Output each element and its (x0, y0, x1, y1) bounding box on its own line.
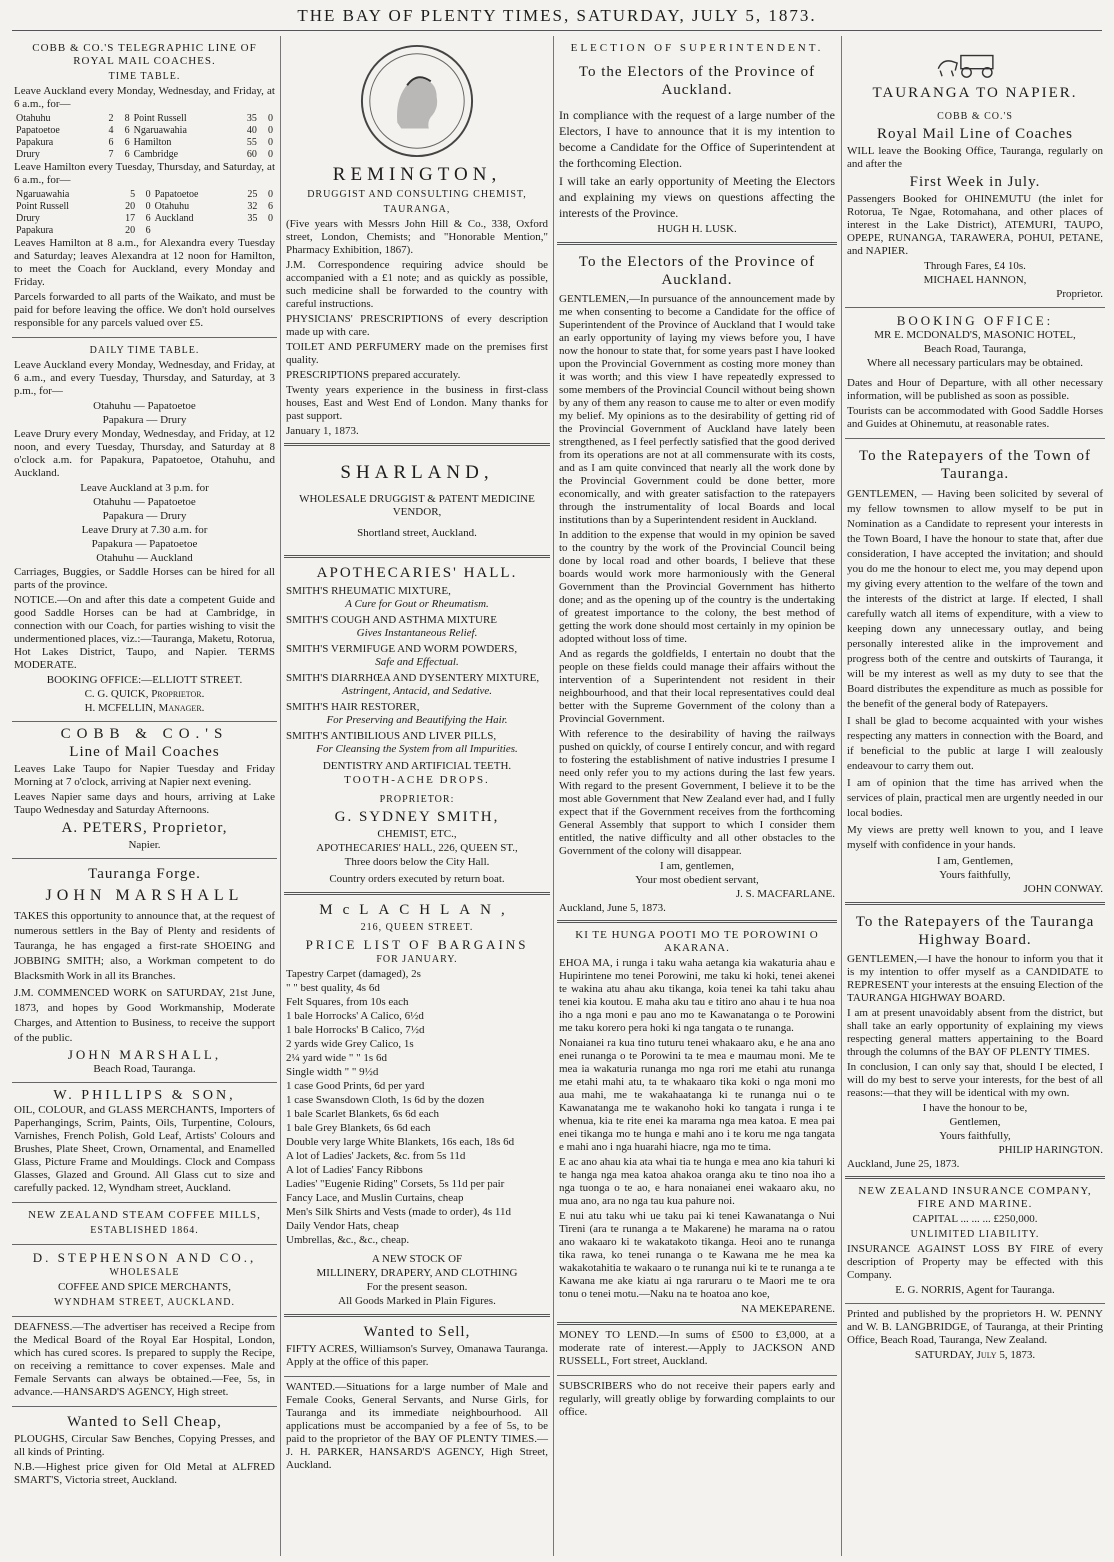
price-item: Umbrellas, &c., &c., cheap. (286, 1234, 410, 1246)
ad-text: J.M. COMMENCED WORK on SATURDAY, 21st June, 1873, and hopes by Good Workmanship, Moderate Charges, and Attention to Business, to receive the support of the public. (14, 987, 275, 1044)
ad-heading: KI TE HUNGA POOTI MO TE POROWINI O AKARANA. (575, 929, 819, 954)
time-table-heading: TIME TABLE. (108, 71, 181, 82)
ad-text: N.B.—Highest price given for Old Metal at ALFRED SMART'S, Victoria street, Auckland. (14, 1461, 275, 1486)
price-item: Single width " " 9½d (286, 1066, 379, 1078)
timetable-cell: Auckland (154, 213, 194, 224)
column-divider (553, 36, 554, 1556)
remedy-title: SMITH'S DIARRHŒA AND DYSENTERY MIXTURE, (286, 672, 540, 684)
price-item: 2¼ yard wide " " 1s 6d (286, 1052, 387, 1064)
signature: PHILIP HARINGTON. (998, 1144, 1103, 1156)
forge-ad (12, 859, 277, 1083)
ad-text: OIL, COLOUR, and GLASS MERCHANTS, Importers of Paperhangings, Scrim, Paints, Oils, Turpentine, Colours, Varnishes, French Polish, Gold Leaf, Artists' Colours and Brushes, Plate Sheet, Crown, Ornamental, and Enamelled Glass, Picture Frame and Mouldings. Clock and Compass Glasses, Glazed and Ground. All Glass cut to size and carefully packed. 12, Wyndham street, Auckland. (14, 1104, 275, 1194)
price-list (286, 968, 548, 1247)
timetable-cell: 20 (125, 225, 136, 236)
ad-text: E ac ano ahau kia ata whai tia te hunga e mea ano kia tahuri ki te hanga nga mea katoa ahakoa oranga aku te tino noa iho a nga tuonga o te ao, e hara nonaianei enei wakaaro aku, no mua ano, ara no nga tau kua pahure noi. (559, 1156, 835, 1207)
ad-subheading: TOOTH-ACHE DROPS. (344, 774, 490, 786)
signature: C. G. QUICK, Proprietor. (84, 688, 205, 700)
timetable-cell: 25 (247, 189, 258, 200)
price-item: Tapestry Carpet (damaged), 2s (286, 968, 421, 980)
timetable-cell: Cambridge (133, 149, 179, 160)
price-item: Double very large White Blankets, 16s each, 18s 6d (286, 1136, 515, 1148)
capital: CAPITAL ... ... ... £250,000. (912, 1213, 1038, 1225)
ad-text: Nonaianei ra kua tino tuturu tenei whakaaro aku, e he ana ano enei runanga o te Porowini ta te mea e maumau moni. Me te mea ia wakaturia runanga mo nga rori me etahi atu runanga me etahi mahi atu, ta te whakaaro tika koki o nga moni mo aua mahi, me te wakahaatanga ki te runanga nui o te Kawanatanga me te wakanoho hoki ko tangata i runga i te whenua, kia te rite enei ka marama nga mea katoa. E mea pai enei tikanga mo te hunga e mahi ano i te koru me nga tangata e mahi ano i nga huarahi hiacre, nga mo te tima. (559, 1037, 835, 1153)
place: TAURANGA, (383, 204, 451, 215)
proprietor-name: G. SYDNEY SMITH, (334, 809, 500, 825)
timetable-cell: 6 (124, 137, 130, 148)
ad-text: Dates and Hour of Departure, with all other necessary information, will be published as soon as possible. (847, 377, 1103, 402)
liability: UNLIMITED LIABILITY. (910, 1229, 1040, 1240)
timetable-row (14, 125, 275, 137)
top-rule (12, 30, 1102, 31)
ad-text: My views are pretty well known to you, and I leave myself with confidence in your hands. (847, 824, 1103, 851)
remedy-list (286, 585, 548, 756)
maori-notice (557, 923, 837, 1325)
ad-text: For the present season. (366, 1281, 468, 1293)
money-ad (557, 1325, 837, 1376)
phillips-ad (12, 1083, 277, 1203)
masthead: THE BAY OF PLENTY TIMES, SATURDAY, JULY 5, 1873. (297, 6, 817, 25)
ad-text: Leave Hamilton every Tuesday, Thursday, and Saturday, at 6 a.m., for— (14, 161, 275, 186)
remedy-description: For Preserving and Beautifying the Hair. (326, 714, 508, 726)
timetable-row (14, 137, 275, 149)
ad-heading: COBB & CO.'S (60, 726, 229, 742)
ad-text: Leave Auckland every Monday, Wednesday, and Friday, at 6 a.m., for— (14, 85, 275, 110)
ad-text: Leave Drury at 7.30 a.m. for (81, 524, 208, 536)
address: 216, QUEEN STREET. (360, 922, 474, 933)
ad-text: INSURANCE AGAINST LOSS BY FIRE of every description of Property may be effected with this Company. (847, 1243, 1103, 1281)
ad-heading: NEW ZEALAND STEAM COFFEE MILLS, (28, 1209, 261, 1221)
coffee-ad (12, 1203, 277, 1245)
stop-list (14, 538, 275, 565)
signature: JOHN CONWAY. (1023, 883, 1103, 895)
timetable-row (14, 213, 275, 225)
ad-text: J.M. Correspondence requiring advice should be accompanied with a £1 note; and as quickly as possible, such medicine shall be forwarded to the country with careful instructions. (286, 259, 548, 310)
timetable-cell: 5 (130, 189, 136, 200)
timetable-cell: Otahuhu (16, 113, 51, 124)
ad-subheading: MILLINERY, DRAPERY, AND CLOTHING (316, 1267, 518, 1279)
price-item: 1 case Good Prints, 6d per yard (286, 1080, 425, 1092)
ad-text: PHYSICIANS' PRESCRIPTIONS of every description made up with care. (286, 313, 548, 338)
wanted-cheap-ad (12, 1407, 277, 1494)
timetable-cell: Papakura (16, 137, 54, 148)
signature: JOHN MARSHALL, (67, 1047, 222, 1062)
ad-text: TAKES this opportunity to announce that, at the request of numerous settlers in the Bay of Plenty and residents of Tauranga, he has engaged a first-rate SHOEING and JOBBING SMITH; also, a Workman competent to do Blacksmith Work in all its Branches. (14, 910, 275, 982)
remedy-description: Gives Instantaneous Relief. (356, 627, 478, 639)
subscribers-notice (557, 1376, 837, 1426)
timetable-cell: 0 (268, 213, 273, 224)
date: Auckland, June 5, 1873. (559, 902, 666, 914)
timetable-cell: 2 (108, 113, 114, 124)
ad-heading: TAURANGA TO NAPIER. (872, 85, 1078, 101)
sharland-ad (284, 446, 550, 558)
proprietor-title: CHEMIST, ETC., (377, 828, 457, 840)
timetable-cell: Papatoetoe (16, 125, 60, 136)
closing: Yours faithfully, (939, 869, 1011, 881)
timetable-cell (235, 225, 259, 237)
timetable-row (14, 189, 275, 201)
timetable-cell: 6 (145, 213, 151, 224)
stop-line: Papakura — Papatoetoe (91, 538, 198, 550)
ad-title: To the Electors of the Province of Auckland. (578, 64, 816, 98)
timetable-cell: Point Russell (133, 113, 187, 124)
price-item: Ladies' "Eugenie Riding" Corsets, 5s 11d per pair (286, 1178, 505, 1190)
ad-subheading: Line of Mail Coaches (69, 744, 220, 760)
ad-text: WILL leave the Booking Office, Tauranga, regularly on and after the (847, 145, 1103, 170)
ad-title: To the Ratepayers of the Tauranga Highway Board. (855, 914, 1095, 948)
imprint-text: Printed and published by the proprietors H. W. PENNY and W. B. LANGBRIDGE, of Tauranga, at their Printing Office, Beach Road, Tauranga, New Zealand. (847, 1308, 1103, 1346)
ad-subheading: DENTISTRY AND ARTIFICIAL TEETH. (322, 760, 512, 772)
ad-text: Country orders executed by return boat. (329, 873, 505, 885)
ad-text: GENTLEMEN, — Having been solicited by several of my fellow townsmen to allow myself to be put in Nomination as a Candidate to represent your interests in the Town Board, I have the honour to state that, after due consideration, I have accepted the invitation; and should you do me the honour to elect me, you may depend upon my giving every attention to the welfare of the town and the interests of the district at large. If elected, I shall carefully watch all items of expenditure, with a view to keeping down any unnecessary outlay, and being personally interested alike in the improvement and progress both of the centre and outskirts of Tauranga, it will be my interest as well as my duty to see that the Board distributes the expenditure as much as possible for the benefit of the general body of Ratepayers. (847, 488, 1103, 710)
ad-text: Leave Auckland every Monday, Wednesday, and Friday, at 6 a.m., and every Tuesday, Thursday, and Saturday, at 3 p.m., for— (14, 359, 275, 397)
column-divider (841, 36, 842, 1556)
ad-text: Where all necessary particulars may be obtained. (867, 357, 1083, 369)
ad-heading: Wanted to Sell Cheap, (67, 1414, 222, 1430)
harington-ad (845, 905, 1105, 1179)
stephenson-ad (12, 1245, 277, 1317)
ad-heading: SHARLAND, (340, 462, 494, 483)
ad-text: I am at present unavoidably absent from the district, but shall take an early opportunity of explaining my views respecting general matters appertaining to the Board through the columns of the BAY OF PLENTY TIMES. (847, 1007, 1103, 1058)
ad-subheading: WHOLESALE (109, 1267, 180, 1278)
remedy-title: SMITH'S RHEUMATIC MIXTURE, (286, 585, 451, 597)
timetable-cell: 0 (268, 189, 273, 200)
ad-text: In conclusion, I can only say that, should I be elected, I will do my best to serve your interests, for the best of all reasons:—that they will be identical with my own. (847, 1061, 1103, 1099)
ad-text: Leave Auckland at 3 p.m. for (80, 482, 209, 494)
remedy-title: SMITH'S COUGH AND ASTHMA MIXTURE (286, 614, 498, 626)
ad-subheading: Royal Mail Line of Coaches (877, 126, 1073, 142)
ad-title: To the Electors of the Province of Auckland. (578, 254, 816, 288)
ad-text: E nui atu taku whi ue taku pai ki tenei Kawanatanga o Nui Tireni (ara te runanga a te Makarene) he marama na o ratou ano wakaaro ki te wakatakoto tikanga. Heoi ano te runanga tika rawa, ko tenei runanga o te Kawana me he mea ka wakakotahitia te wakaaro o te runanga nui ki te te runanga a te Kawana me ake kiatu ai nga raruraru o te Maori me te ora tonu o tenei motu.—Naku na te hoatoa ano koe, (559, 1210, 835, 1300)
wanted-servants-ad (284, 1377, 550, 1479)
timetable-cell: 0 (268, 149, 273, 160)
ad-text: Leave Drury every Monday, Wednesday, and Friday, at 12 noon, and every Tuesday, Thursday, and Saturday at 8 o'clock a.m. for Papakura, Papatoetoe, Otahuhu, and Auckland. (14, 428, 275, 479)
column-3 (557, 36, 837, 1556)
closing: Gentlemen, (949, 1116, 1001, 1128)
ad-subheading: ESTABLISHED 1864. (90, 1225, 199, 1236)
coach-icon (932, 48, 1018, 80)
price-item: Felt Squares, from 10s each (286, 996, 409, 1008)
booking-office-ad (845, 308, 1105, 439)
lusk-ad (557, 36, 837, 245)
timetable-row (14, 225, 275, 237)
timetable-cell (259, 225, 275, 237)
remedy-description: Astringent, Antacid, and Sedative. (341, 685, 493, 697)
price-item: 1 bale Grey Blankets, 6s 6d each (286, 1122, 431, 1134)
date: Auckland, June 25, 1873. (847, 1158, 960, 1170)
ad-text: Twenty years experience in the business in first-class houses, East and West End of London. Many thanks for past support. (286, 384, 548, 422)
ad-text: Tourists can be accommodated with Good Saddle Horses and Guides at Ohinemutu, at reasonable rates. (847, 405, 1103, 430)
ad-text: EHOA MA, i runga i taku waha aetanga kia wakaturia ahau e Hupirintene mo tenei Porowini, me taku ki hoki, tenei akenei te wakina atu ahau aku tikanga, koia tenei ka tahi taku ahau tenei kia koutou. E maha aku tau e titiro ano ahau i te hua noa iho a nga moni e pau ano mo te Kawanatanga o te Porowini me taku korero pera hoki ki nga tangata o te runanga. (559, 957, 835, 1034)
price-item: 1 bale Horrocks' B Calico, 7½d (286, 1024, 425, 1036)
proprietor: Proprietor. (1056, 288, 1103, 300)
ad-text: GENTLEMEN,—In pursuance of the announcement made by me when consenting to become a Candidate for the office of Superintendent of the Province of Auckland that I would take an early opportunity of laying my views before you, I have now the honour to state that, for some years past I have looked upon the Provincial Government as costing more money than it was worth; and this view I have repeatedly expressed to some members of the Provincial Council without being shown by any of them any reason to cause me to alter or even modify my belief. My opinions as to the desirability of getting rid of the Provincial Government of Auckland have lately been strengthened, as I feel perfectly satisfied that the good derived from its operations are not at all commensurate with its costs, and as I am quite convinced that nearly all the work done by the Provincial Government could be done better, more economically, and with greater satisfaction to the ratepayers through the instrumentality of local Boards and local institutions than by a Superintendent resident in Auckland. (559, 293, 835, 526)
ad-name: JOHN MARSHALL (45, 887, 244, 904)
remedy-description: A Cure for Gout or Rheumatism. (345, 598, 489, 610)
napier-coach-ad (845, 36, 1105, 308)
price-item: A lot of Ladies' Fancy Ribbons (286, 1164, 423, 1176)
address: Beach Road, Tauranga. (93, 1063, 196, 1075)
ad-text: All Goods Marked in Plain Figures. (338, 1295, 496, 1307)
signature: NA MEKEPARENE. (741, 1303, 835, 1315)
timetable-cell: 8 (124, 113, 130, 124)
notice-text: NOTICE.—On and after this date a competent Guide and good Saddle Horses can be had at Cambridge, in connection with our Coach, for parties wishing to visit the undermentioned places, viz.:—Tauranga, Maketu, Rotorua, Hot Lakes District, Taupo, and Napier. TERMS MODERATE. (14, 594, 276, 671)
timetable-cell: 0 (268, 137, 273, 148)
signature: MICHAEL HANNON, (923, 274, 1027, 286)
ad-text: MONEY TO LEND.—In sums of £500 to £3,000, at a moderate rate of interest.—Apply to JACKSON AND RUSSELL, Fort street, Auckland. (559, 1329, 835, 1367)
ad-subheading: First Week in July. (909, 174, 1041, 190)
timetable-cell: 17 (125, 213, 136, 224)
ad-text: Leaves Hamilton at 8 a.m., for Alexandra every Tuesday and Saturday; leaves Alexandra at 12 noon for Hamilton, to meet the Coach for Auckland, every Monday and Friday. (14, 237, 275, 288)
ad-subheading: COFFEE AND SPICE MERCHANTS, (58, 1281, 231, 1293)
address: Shortland street, Auckland. (357, 527, 477, 539)
remedy-title: SMITH'S ANTIBILIOUS AND LIVER PILLS, (286, 730, 497, 742)
signature: A. PETERS, Proprietor, (61, 820, 228, 836)
timetable-cell: 35 (247, 213, 258, 224)
closing: Your most obedient servant, (635, 874, 759, 886)
timetable-cell: 0 (145, 189, 151, 200)
apothecaries-ad (284, 558, 550, 895)
ad-text: Passengers Booked for OHINEMUTU (the inlet for Rotorua, Te Ngae, Rotomahana, and other places of interest in the Lake District), ATEMURI, TAUPO, OPEPE, RUNANGA, TARAWERA, POHUI, PETANE, and NAPIER. (847, 193, 1103, 257)
ad-text: Leaves Lake Taupo for Napier Tuesday and Friday Morning at 7 o'clock, arriving at Napier next evening. (14, 763, 275, 788)
price-item: Daily Vendor Hats, cheap (286, 1220, 399, 1232)
stop-line: Papakura — Drury (102, 510, 187, 522)
timetable-cell: 6 (124, 149, 130, 160)
timetable-cell: 35 (246, 113, 257, 124)
ad-heading: APOTHECARIES' HALL. (316, 565, 518, 581)
ad-heading: McLACHLAN, (319, 902, 515, 918)
timetable-cell: Hamilton (133, 137, 172, 148)
ad-text: Parcels forwarded to all parts of the Waikato, and must be paid for before leaving the office. We don't hold ourselves responsible for any parcels valued over £5. (14, 291, 275, 329)
timetable-cell: Drury (16, 149, 40, 160)
signature: E. G. NORRIS, Agent for Tauranga. (895, 1284, 1055, 1296)
timetable-cell: 55 (246, 137, 257, 148)
wanted-sell-ad (284, 1317, 550, 1377)
timetable-cell: Otahuhu (154, 201, 190, 212)
ad-subheading: COBB & CO.'S (937, 111, 1013, 122)
ad-subheading: A NEW STOCK OF (371, 1253, 463, 1265)
ad-text: In compliance with the request of a large number of the Electors, I have to announce that it is my intention to become a Candidate for the Office of Superintendent at the forthcoming Election. (559, 108, 835, 170)
cobb-timetable-ad (12, 36, 277, 338)
ad-text: Beach Road, Tauranga, (923, 343, 1027, 355)
timetable-2 (14, 189, 275, 237)
column-1 (12, 36, 277, 1556)
ad-text: DEAFNESS.—The advertiser has received a Recipe from the Medical Board of the Royal Ear Hospital, London, which has cured scores. Is prepared to supply the Recipe, on receiving a remittance to cover expenses. Male and Female Servants can always be obtained.—Fee, 5s, in advance.—HANSARD'S AGENCY, High street. (14, 1321, 275, 1398)
ad-heading: NEW ZEALAND INSURANCE COMPANY, FIRE AND MARINE. (858, 1185, 1092, 1210)
ad-text: PRESCRIPTIONS prepared accurately. (286, 369, 461, 381)
ad-subheading: WHOLESALE DRUGGIST & PATENT MEDICINE VENDOR, (299, 493, 535, 518)
closing: I am, gentlemen, (660, 860, 734, 872)
ad-text: SUBSCRIBERS who do not receive their papers early and regularly, will greatly oblige by forwarding complaints to our office. (559, 1380, 835, 1418)
timetable-row (14, 149, 275, 161)
timetable-cell: Papakura (16, 225, 54, 236)
deafness-ad (12, 1317, 277, 1407)
timetable-cell: 6 (145, 225, 151, 236)
timetable-cell: 40 (246, 125, 257, 136)
timetable-row (14, 113, 275, 125)
ad-subheading: DRUGGIST AND CONSULTING CHEMIST, (307, 189, 527, 200)
imprint (845, 1304, 1105, 1368)
ad-subheading: PRICE LIST OF BARGAINS (305, 937, 529, 952)
timetable-cell: Papatoetoe (154, 189, 199, 200)
address: Three doors below the City Hall. (344, 856, 490, 868)
ad-text: Carriages, Buggies, or Saddle Horses can be hired for all parts of the province. (14, 566, 275, 591)
ad-heading: W. PHILLIPS & SON, (53, 1088, 236, 1103)
timetable-1 (14, 113, 275, 161)
place: Napier. (128, 839, 161, 851)
ad-title: To the Ratepayers of the Town of Tauranga. (858, 448, 1092, 482)
timetable-cell: 60 (246, 149, 257, 160)
closing: I am, Gentlemen, (936, 855, 1014, 867)
ad-heading: Wanted to Sell, (363, 1324, 471, 1340)
ad-text: (Five years with Messrs John Hill & Co., 338, Oxford street, London, Chemists; and "Honorable Mention," Pharmacy Exhibition, 1867). (286, 218, 548, 256)
stop-list (14, 496, 275, 523)
column-2 (284, 36, 550, 1556)
ad-text: WANTED.—Situations for a large number of Male and Female Cooks, General Servants, and Nurse Girls, for Tauranga and its immediate neighbourhood. All applications must be accompanied by a fee of 5s, to be paid to the proprietor of the BAY OF PLENTY TIMES.—J. H. PARKER, HANSARD'S AGENCY, High Street, Auckland. (286, 1381, 548, 1471)
remedy-title: SMITH'S VERMIFUGE AND WORM POWDERS, (286, 643, 518, 655)
ad-subheading: FOR JANUARY. (376, 954, 458, 965)
ad-heading: D. STEPHENSON AND CO., (32, 1250, 257, 1265)
timetable-cell: 4 (108, 125, 114, 136)
ad-heading: Tauranga Forge. (88, 866, 201, 882)
ad-text: Leaves Napier same days and hours, arriving at Lake Taupo Wednesday and Saturday Afternoons. (14, 791, 275, 816)
ad-text: I shall be glad to become acquainted with your wishes respecting any matters in connection with the Board, and if beneficial to the public at large I will zealously endeavour to carry them out. (847, 715, 1103, 772)
price-item: 1 bale Horrocks' A Calico, 6½d (286, 1010, 424, 1022)
timetable-cell: Ngaruawahia (133, 125, 187, 136)
signature: J. S. MACFARLANE. (735, 888, 835, 900)
price-item: 1 bale Scarlet Blankets, 6s 6d each (286, 1108, 440, 1120)
stop-list (14, 400, 275, 427)
price-item: Fancy Lace, and Muslin Curtains, cheap (286, 1192, 464, 1204)
macfarlane-ad (557, 245, 837, 923)
timetable-row (14, 201, 275, 213)
booking-office: BOOKING OFFICE:—ELLIOTT STREET. (46, 674, 243, 686)
ad-text: With reference to the desirability of having the railways pushed on quickly, of course I entirely concur, and with regard to fostering the establishment of native industries I presume I need only refer you to my actions during the last few years. With regard to the present Government, I believe it to be the most able Government that New Zealand ever had, and I fully expect that if the Government receives from the forthcoming General Assembly that support to which I consider them entitled, the native difficulty and all other obstacles to the Government of the colony will disappear. (559, 728, 835, 857)
signature: HUGH H. LUSK. (657, 223, 737, 235)
price-item: A lot of Ladies' Jackets, &c. from 5s 11d (286, 1150, 466, 1162)
timetable-cell: 6 (124, 125, 130, 136)
medal-illustration (358, 42, 476, 160)
daily-timetable-ad (12, 338, 277, 722)
remington-ad (284, 36, 550, 446)
stop-line: Papakura — Drury (102, 414, 187, 426)
fares: Through Fares, £4 10s. (924, 260, 1026, 272)
timetable-cell: 0 (268, 125, 273, 136)
ad-text: And as regards the goldfields, I entertain no doubt that the people on these fields could manage their affairs without the intervention of a Superintendent not resident in their neighbourhood, and that their local representatives could deal better with the Supreme Government of the colony than a Provincial Government. (559, 648, 835, 725)
ad-text: I will take an early opportunity of Meeting the Electors and explaining my views on questions affecting the interests of the Province. (559, 174, 835, 220)
ad-heading: REMINGTON, (332, 164, 502, 185)
stop-line: Otahuhu — Auckland (96, 552, 193, 564)
insurance-ad (845, 1179, 1105, 1304)
timetable-cell: 6 (108, 137, 114, 148)
closing: Yours faithfully, (939, 1130, 1011, 1142)
stop-line: Otahuhu — Papatoetoe (93, 496, 196, 508)
column-divider (280, 36, 281, 1556)
ad-text: MR E. MCDONALD'S, MASONIC HOTEL, (874, 329, 1076, 341)
ad-text: In addition to the expense that would in my opinion be saved to the country by the work of the Provincial Council being done by local road and other boards, I believe that these boards would work more harmoniously with the General Government than the Provincial Government has hitherto done; and as the opening up of the country is the undertaking of greatest importance to the colony, the best method of getting the work done should most certainly in my opinion be adopted without loss of time. (559, 529, 835, 645)
ad-heading: ELECTION OF SUPERINTENDENT. (570, 42, 824, 54)
price-item: 1 case Swansdown Cloth, 1s 6d by the dozen (286, 1094, 485, 1106)
address: WYNDHAM STREET, AUCKLAND. (54, 1297, 235, 1308)
ad-heading: BOOKING OFFICE: (896, 313, 1054, 328)
ad-text: I am of opinion that the time has arrived when the services of plain, practical men are urgently needed in our local bodies. (847, 777, 1103, 819)
date: January 1, 1873. (286, 425, 359, 437)
timetable-cell: 6 (268, 201, 273, 212)
imprint-date: SATURDAY, July 5, 1873. (914, 1349, 1036, 1361)
remedy-description: Safe and Effectual. (375, 656, 459, 668)
timetable-cell: 32 (247, 201, 258, 212)
cobb-line-ad (12, 722, 277, 859)
timetable-cell (153, 225, 236, 237)
timetable-cell: 0 (145, 201, 151, 212)
conway-ad (845, 439, 1105, 905)
signature: H. MCFELLIN, Manager. (84, 702, 205, 714)
ad-text: FIFTY ACRES, Williamson's Survey, Omanawa Tauranga. Apply at the office of this paper. (286, 1343, 548, 1368)
price-item: " " best quality, 4s 6d (286, 982, 380, 994)
mclachlan-ad (284, 895, 550, 1317)
remedy-title: SMITH'S HAIR RESTORER, (286, 701, 420, 713)
price-item: Men's Silk Shirts and Vests (made to order), 4s 11d (286, 1206, 512, 1218)
price-item: 2 yards wide Grey Calico, 1s (286, 1038, 414, 1050)
timetable-cell: 7 (108, 149, 114, 160)
timetable-cell: Point Russell (16, 201, 70, 212)
stop-line: Otahuhu — Papatoetoe (93, 400, 196, 412)
column-4 (845, 36, 1105, 1556)
ad-text: GENTLEMEN,—I have the honour to inform you that it is my intention to offer myself as a CANDIDATE to REPRESENT your interests at the ensuing Election of the TAURANGA HIGHWAY BOARD. (847, 953, 1103, 1004)
ad-text: TOILET AND PERFUMERY made on the premises first quality. (286, 341, 548, 366)
remedy-description: For Cleansing the System from all Impurities. (316, 743, 518, 755)
timetable-cell: 20 (125, 201, 136, 212)
address: APOTHECARIES' HALL, 226, QUEEN ST., (316, 842, 518, 854)
ad-text: PLOUGHS, Circular Saw Benches, Copying Presses, and all kinds of Printing. (14, 1433, 275, 1458)
closing: I have the honour to be, (922, 1102, 1028, 1114)
ad-heading: COBB & CO.'S TELEGRAPHIC LINE OF ROYAL MAIL COACHES. (32, 42, 257, 67)
proprietor-label: PROPRIETOR: (379, 794, 455, 805)
timetable-cell: 0 (268, 113, 273, 124)
daily-heading: DAILY TIME TABLE. (89, 345, 200, 356)
timetable-cell: Drury (16, 213, 40, 224)
timetable-cell: Ngaruawahia (16, 189, 70, 200)
